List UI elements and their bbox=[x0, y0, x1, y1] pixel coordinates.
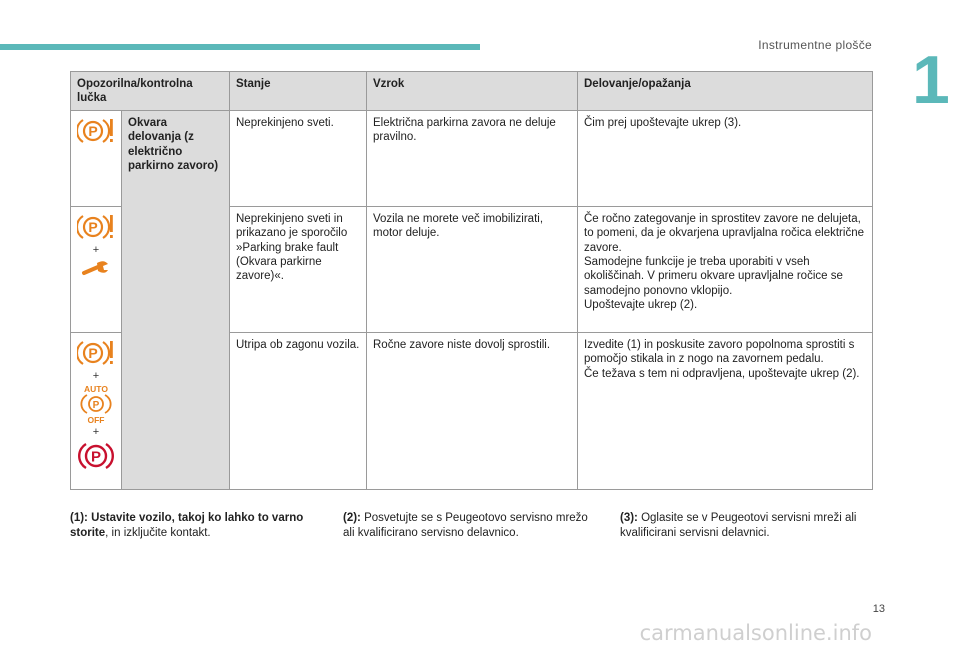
svg-text:P: P bbox=[90, 448, 102, 466]
chapter-number: 1 bbox=[912, 42, 950, 118]
footnote-2: (2): Posvetujte se s Peugeotovo servisno mrežo ali kvalificirano servisno delavnico. bbox=[343, 512, 588, 539]
auto-off-icon bbox=[79, 384, 113, 424]
parking-brake-warning-amber-icon bbox=[77, 212, 115, 242]
page-number: 13 bbox=[872, 603, 885, 615]
cell-vzrok: Ročne zavore niste dovolj sprostili. bbox=[367, 332, 578, 489]
parking-brake-red-icon bbox=[77, 440, 115, 472]
cell-stanje: Utripa ob zagonu vozila. bbox=[230, 332, 367, 489]
cell-vzrok: Vozila ne morete več imobilizirati, motor deluje. bbox=[367, 206, 578, 332]
table-header-row bbox=[71, 72, 873, 111]
plus-sign: + bbox=[92, 243, 100, 256]
svg-text:AUTO: AUTO bbox=[84, 383, 108, 394]
warning-lamp-table bbox=[70, 71, 873, 490]
col-header-stanje: Stanje bbox=[230, 72, 367, 111]
plus-sign: + bbox=[92, 369, 100, 382]
svg-text:P: P bbox=[88, 218, 98, 235]
lamp-cell bbox=[71, 206, 122, 332]
table-row bbox=[71, 110, 873, 206]
col-header-lamp: Opozorilna/kontrolna lučka bbox=[71, 72, 230, 111]
cell-delovanje: Izvedite (1) in poskusite zavoro popolnoma sprostiti s pomočjo stikala in z nogo na zavornem pedalu. Če težava s tem ni odpravljena, upoštevajte ukrep (2). bbox=[578, 332, 873, 489]
footnote-3: (3): Oglasite se v Peugeotovi servisni mreži ali kvalificirani servisni delavnici. bbox=[620, 512, 857, 539]
plus-sign: + bbox=[92, 425, 100, 438]
cell-delovanje: Čim prej upoštevajte ukrep (3). bbox=[578, 110, 873, 206]
section-title: Instrumentne plošče bbox=[758, 38, 872, 52]
cell-stanje: Neprekinjeno sveti in prikazano je sporočilo »Parking brake fault (Okvara parkirne zavore)«. bbox=[230, 206, 367, 332]
cell-stanje: Neprekinjeno sveti. bbox=[230, 110, 367, 206]
col-header-vzrok: Vzrok bbox=[367, 72, 578, 111]
wrench-service-icon bbox=[81, 258, 111, 280]
lamp-cell bbox=[71, 110, 122, 206]
group-label-cell: Okvara delovanja (z električno parkirno zavoro) bbox=[122, 110, 230, 489]
cell-delovanje: Če ročno zategovanje in sprostitev zavore ne delujeta, to pomeni, da je okvarjena upravljalna ročica električne zavore. Samodejne funkcije je treba uporabiti v vseh okoliščinah. V primeru okvare upravljalne ročice se samodejno ponovno vklopijo. Upoštevajte ukrep (2). bbox=[578, 206, 873, 332]
parking-brake-warning-amber-icon bbox=[77, 116, 115, 146]
col-header-delovanje: Delovanje/opažanja bbox=[578, 72, 873, 111]
watermark: carmanualsonline.info bbox=[639, 621, 872, 645]
header-accent-bar bbox=[0, 44, 480, 50]
svg-text:P: P bbox=[92, 399, 100, 411]
parking-brake-warning-amber-icon bbox=[77, 338, 115, 368]
svg-text:P: P bbox=[88, 344, 98, 361]
cell-vzrok: Električna parkirna zavora ne deluje pravilno. bbox=[367, 110, 578, 206]
svg-text:P: P bbox=[88, 122, 98, 139]
svg-text:OFF: OFF bbox=[87, 414, 105, 424]
footnote-1: (1): Ustavite vozilo, takoj ko lahko to varno storite, in izključite kontakt. bbox=[70, 512, 304, 539]
lamp-cell bbox=[71, 332, 122, 489]
